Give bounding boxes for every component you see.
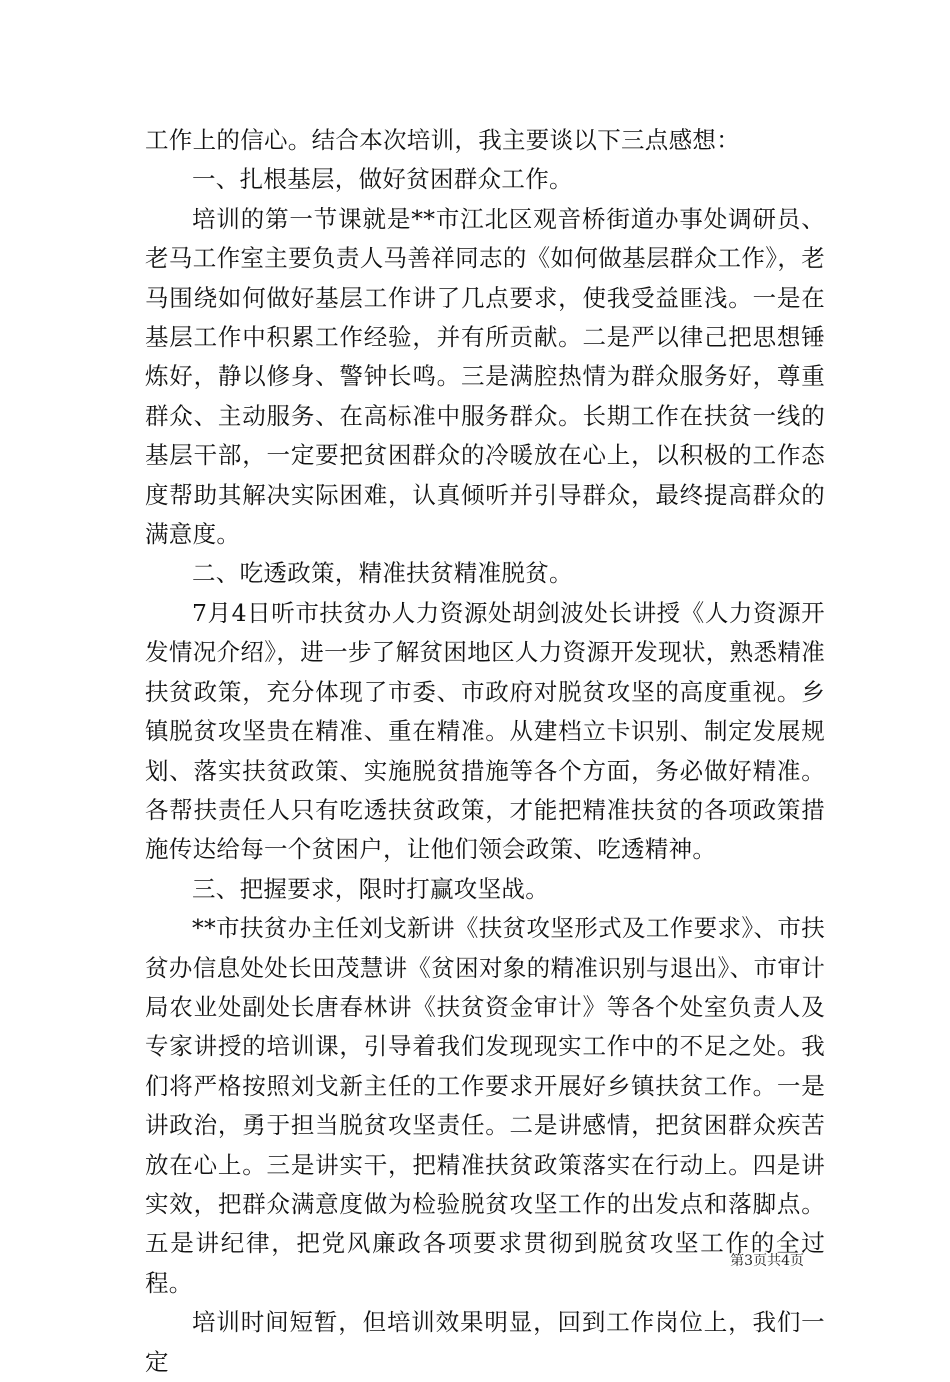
paragraph-conclusion: 培训时间短暂，但培训效果明显，回到工作岗位上，我们一定 xyxy=(145,1308,825,1376)
section-heading-3: 三、把握要求，限时打赢攻坚战。 xyxy=(192,874,549,903)
document-body xyxy=(145,121,825,1382)
paragraph-section-2: 7月4日听市扶贫办人力资源处胡剑波处长讲授《人力资源开发情况介绍》，进一步了解贫困地区人力资源开发现状，熟悉精准扶贫政策，充分体现了市委、市政府对脱贫攻坚的高度重视。乡镇脱贫攻坚贵在精准、重在精准。从建档立卡识别、制定发展规划、落实扶贫政策、实施脱贫措施等各个方面，务必做好精准。各帮扶责任人只有吃透扶贫政策，才能把精准扶贫的各项政策措施传达给每一个贫困户，让他们领会政策、吃透精神。 xyxy=(145,598,825,864)
section-heading-1: 一、扎根基层，做好贫困群众工作。 xyxy=(192,165,573,194)
paragraph-continuation: 工作上的信心。结合本次培训，我主要谈以下三点感想： xyxy=(145,126,740,154)
paragraph-section-3: **市扶贫办主任刘戈新讲《扶贫攻坚形式及工作要求》、市扶贫办信息处处长田茂慧讲《贫困对象的精准识别与退出》、市审计局农业处副处长唐春林讲《扶贫资金审计》等各个处室负责人及专家讲授的培训课，引导着我们发现现实工作中的不足之处。我们将严格按照刘戈新主任的工作要求开展好乡镇扶贫工作。一是讲政治，勇于担当脱贫攻坚责任。二是讲感情，把贫困群众疾苦放在心上。三是讲实干，把精准扶贫政策落实在行动上。四是讲实效，把群众满意度做为检验脱贫攻坚工作的出发点和落脚点。五是讲纪律，把党风廉政各项要求贯彻到脱贫攻坚工作的全过程。 xyxy=(145,914,825,1297)
paragraph-section-1: 培训的第一节课就是**市江北区观音桥街道办事处调研员、老马工作室主要负责人马善祥同志的《如何做基层群众工作》，老马围绕如何做好基层工作讲了几点要求，使我受益匪浅。一是在基层工作中积累工作经验，并有所贡献。二是严以律己把思想锤炼好，静以修身、警钟长鸣。三是满腔热情为群众服务好，尊重群众、主动服务、在高标准中服务群众。长期工作在扶贫一线的基层干部，一定要把贫困群众的冷暖放在心上，以积极的工作态度帮助其解决实际困难，认真倾听并引导群众，最终提高群众的满意度。 xyxy=(145,204,825,549)
page-number: 第3页共4页 xyxy=(730,1253,804,1269)
section-heading-2: 二、吃透政策，精准扶贫精准脱贫。 xyxy=(192,559,573,588)
